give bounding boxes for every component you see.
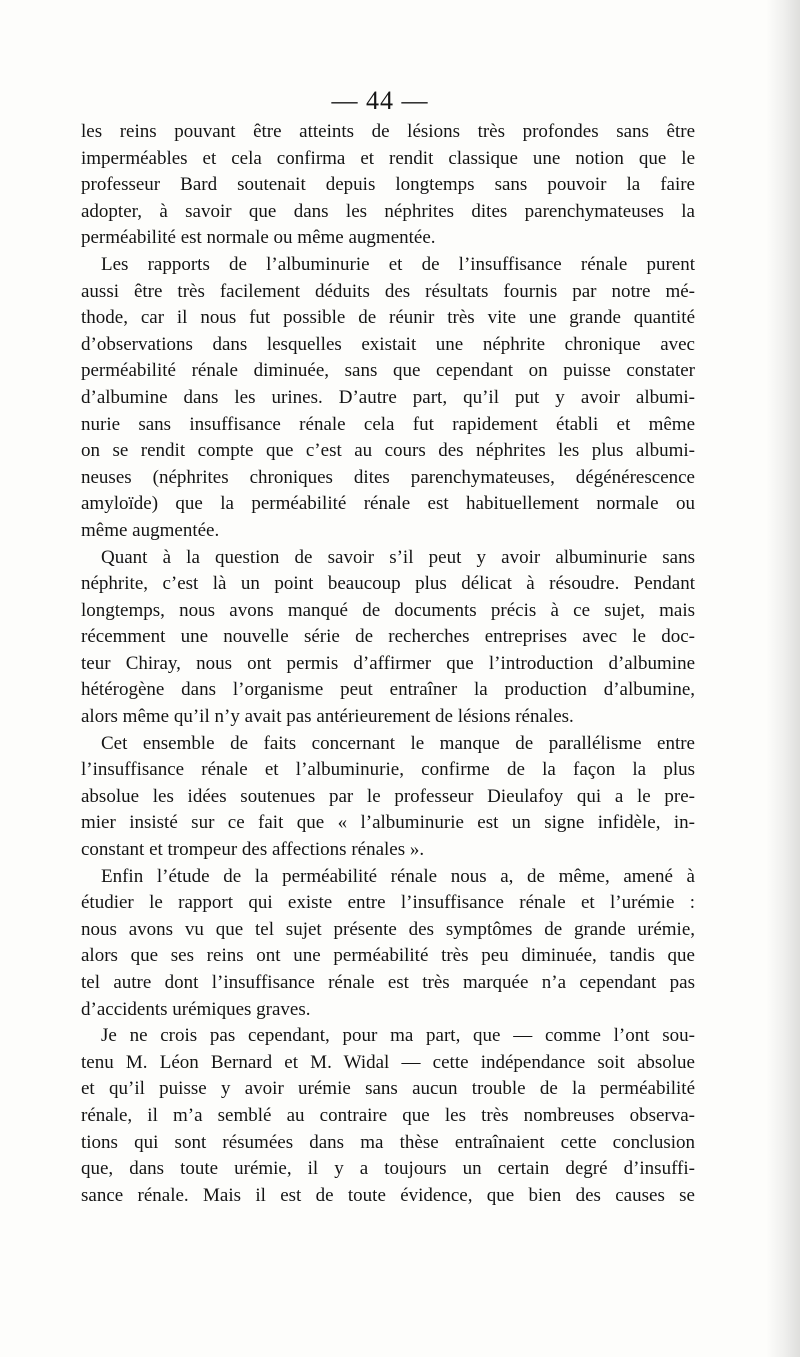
text-line: adopter, à savoir que dans les néphrites dites parenchymateuses la <box>81 200 695 222</box>
text-line: mier insisté sur ce fait que « l’albuminurie est un signe infidèle, in- <box>81 812 695 834</box>
paragraph-1 <box>81 119 695 252</box>
text-line: nurie sans insuffisance rénale cela fut rapidement établi et même <box>81 413 695 435</box>
text-line: neuses (néphrites chroniques dites parenchymateuses, dégénérescence <box>81 466 695 488</box>
paragraph-2 <box>81 252 695 545</box>
text-line: tions qui sont résumées dans ma thèse entraînaient cette conclusion <box>81 1131 695 1153</box>
text-line: que, dans toute urémie, il y a toujours un certain degré d’insuffi- <box>81 1158 695 1180</box>
text-line: d’accidents urémiques graves. <box>81 998 311 1020</box>
text-line: perméabilité est normale ou même augmentée. <box>81 227 436 249</box>
text-line: d’albumine dans les urines. D’autre part, qu’il put y avoir albumi- <box>81 386 695 408</box>
text-line: teur Chiray, nous ont permis d’affirmer que l’introduction d’albumine <box>81 652 695 674</box>
paragraph-6 <box>81 1023 695 1209</box>
text-line: récemment une nouvelle série de recherches entreprises avec le doc- <box>81 626 695 648</box>
text-line: tel autre dont l’insuffisance rénale est très marquée n’a cependant pas <box>81 972 695 993</box>
text-line: Les rapports de l’albuminurie et de l’insuffisance rénale purent <box>101 253 695 275</box>
text-line: l’insuffisance rénale et l’albuminurie, confirme de la façon la plus <box>81 759 695 781</box>
text-line: sance rénale. Mais il est de toute évidence, que bien des causes se <box>81 1184 695 1206</box>
text-line: alors que ses reins ont une perméabilité très peu diminuée, tandis que <box>81 945 695 967</box>
text-line: amyloïde) que la perméabilité rénale est habituellement normale ou <box>81 493 695 515</box>
text-line: Quant à la question de savoir s’il peut y avoir albuminurie sans <box>101 546 695 568</box>
text-line: Je ne crois pas cependant, pour ma part, que — comme l’ont sou- <box>101 1025 695 1047</box>
text-line: constant et trompeur des affections rénales ». <box>81 839 425 861</box>
text-line: Cet ensemble de faits concernant le manque de parallélisme entre <box>101 732 695 754</box>
text-line: tenu M. Léon Bernard et M. Widal — cette indépendance soit absolue <box>81 1051 695 1073</box>
text-line: rénale, il m’a semblé au contraire que les très nombreuses observa- <box>81 1104 695 1126</box>
text-line: aussi être très facilement déduits des résultats fournis par notre mé- <box>81 280 695 302</box>
text-line: absolue les idées soutenues par le professeur Dieulafoy qui a le pre- <box>81 785 695 807</box>
text-line: thode, car il nous fut possible de réunir très vite une grande quantité <box>81 307 695 329</box>
text-line: étudier le rapport qui existe entre l’insuffisance rénale et l’urémie : <box>81 892 695 914</box>
text-line: hétérogène dans l’organisme peut entraîner la production d’albumine, <box>81 679 695 701</box>
paragraph-4 <box>81 731 695 864</box>
page-edge-shadow <box>766 0 800 1357</box>
text-line: et qu’il puisse y avoir urémie sans aucun trouble de la perméabilité <box>81 1078 695 1100</box>
text-line: d’observations dans lesquelles existait une néphrite chronique avec <box>81 333 695 355</box>
text-line: longtemps, nous avons manqué de documents précis à ce sujet, mais <box>81 599 695 621</box>
text-line: imperméables et cela confirma et rendit classique une notion que le <box>81 147 695 169</box>
text-line: alors même qu’il n’y avait pas antérieurement de lésions rénales. <box>81 706 574 728</box>
text-body <box>81 119 695 1209</box>
text-line: même augmentée. <box>81 519 220 541</box>
text-line: nous avons vu que tel sujet présente des symptômes de grande urémie, <box>81 918 695 940</box>
page-number: — 44 — <box>331 86 429 115</box>
paragraph-3 <box>81 545 695 731</box>
text-line: perméabilité rénale diminuée, sans que cependant on puisse constater <box>81 360 695 382</box>
text-line: professeur Bard soutenait depuis longtemps sans pouvoir la faire <box>81 174 695 196</box>
text-line: Enfin l’étude de la perméabilité rénale nous a, de même, amené à <box>101 865 695 887</box>
text-line: on se rendit compte que c’est au cours des néphrites les plus albumi- <box>81 440 695 462</box>
paragraph-5 <box>81 864 695 1024</box>
text-line: néphrite, c’est là un point beaucoup plus délicat à résoudre. Pendant <box>81 573 695 595</box>
text-line: les reins pouvant être atteints de lésions très profondes sans être <box>81 121 695 142</box>
